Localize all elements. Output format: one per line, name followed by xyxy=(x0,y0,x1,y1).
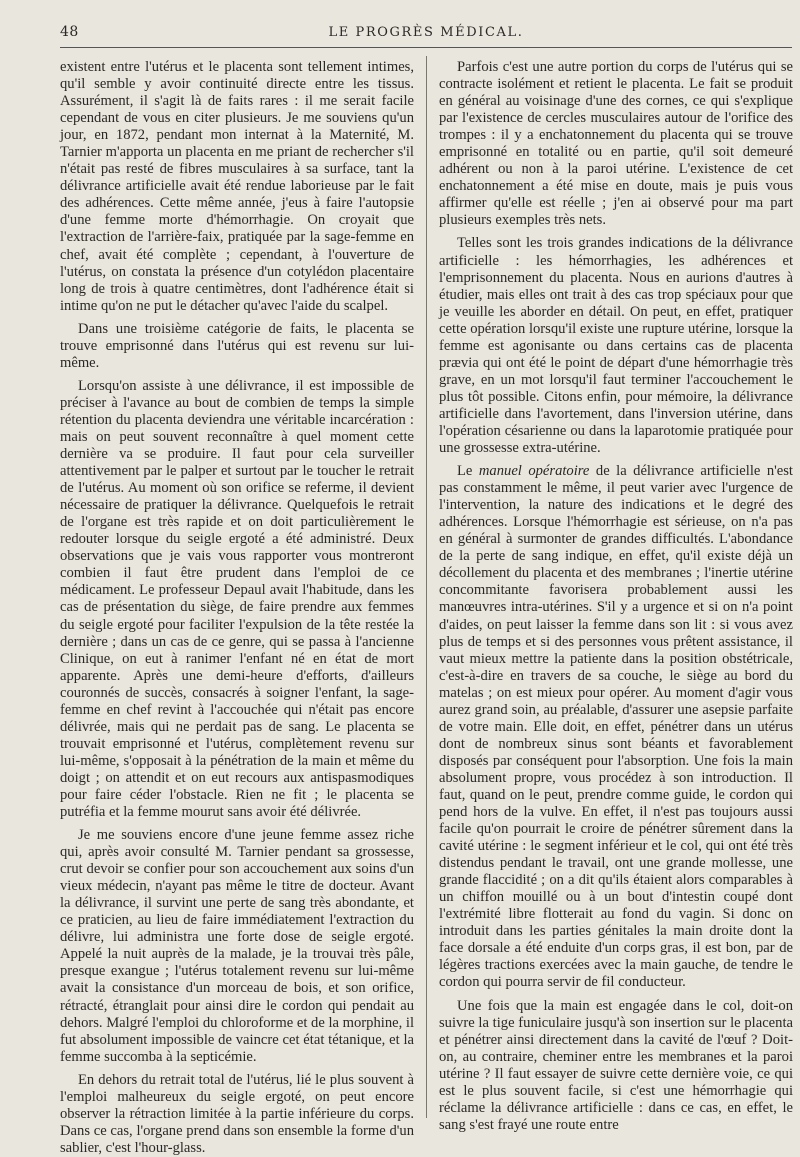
italic-term: manuel opératoire xyxy=(478,463,590,480)
paragraph: Une fois que la main est engagée dans le col, doit-on suivre la tige funiculaire jusqu'à son insertion sur le placenta et pénétrer ainsi directement dans la cavité de l'œuf ? Doit-on, au contraire, cheminer entre les membranes et la paroi utérine ? Il faut essayer de suivre cette dernière voie, ce qui est le plus souvent facile, si c'est une hémorrhagie qui réclame la délivrance artificielle : dans ce cas, en effet, le sang s'est frayé une route entre xyxy=(439,997,793,1133)
paragraph xyxy=(439,463,793,991)
paragraph-rest: de la délivrance artificielle n'est pas constamment le même, il peut varier avec l'urgence de l'intervention, la nature des indications et le degré des adhérences. Lorsque l'hémorrhagie est sérieuse, on n'a pas en général à surmonter de grandes difficultés. L'abondance de la perte de sang indique, en effet, qu'il existe déjà un décollement du placenta et des membranes ; l'inertie utérine concommitante favorisera probablement aussi les manœuvres intra-utérines. S'il y a urgence et si on n'a point d'aides, on peut laisser la femme dans son lit : si vous avez plus de temps et si des personnes vous prêtent assistance, il vaut mieux mettre la patiente dans la position obstétricale, c'est-à-dire en travers de sa couche, le siège au bord du matelas ; on est mieux pour opérer. Au moment d'agir vous aurez grand soin, au préalable, d'assurer une asepsie parfaite de votre main. Elle doit, en effet, pénétrer dans un utérus dont de nombreux sinus sont béants et favorablement disposés par conséquent pour l'absorption. Une fois la main absolument propre, vous procédez à son introduction. Il faut, quand on le peut, prendre comme guide, le cordon qui pend hors de la vulve. En effet, il n'est pas toujours aussi facile qu'on pourrait le croire de pénétrer sûrement dans la cavité utérine : le segment inférieur et le col, qui ont été très distendus pendant le travail, ont une grande mollesse, une grande flaccidité ; on a dit qu'ils étaient alors comparables à un chiffon mouillé ou à un bout d'intestin coupé dont l'extrémité libre flotterait au fond du vagin. Si donc on introduit dans les parties génitales la main droite dont la face dorsale a été enduite d'un corps gras, il est bon, par de légères tractions exercées avec la main gauche, de tendre le cordon qui pourra servir de fil conducteur. xyxy=(439,463,793,991)
right-column xyxy=(439,59,793,1133)
paragraph: Parfois c'est une autre portion du corps de l'utérus qui se contracte isolément et retient le placenta. Le fait se produit en général au voisinage d'une des cornes, ce qui s'explique par l'existence de cercles musculaires autour de l'orifice des trompes : il y a enchatonnement du placenta qui se trouve emprisonné en totalité ou en partie, qu'il soit demeuré adhérent ou non à la paroi utérine. L'existence de cet enchatonnement a été mise en doute, mais je puis vous affirmer qu'elle est réelle ; j'en ai observé pour ma part plusieurs exemples très nets. xyxy=(439,59,793,229)
paragraph: Telles sont les trois grandes indications de la délivrance artificielle : les hémorrhagies, les adhérences et l'emprisonnement du placenta. Nous en aurions d'autres à étudier, mais elles ont trait à des cas trop spéciaux pour que je veuille les aborder en détail. On peut, en effet, pratiquer cette opération lorsqu'il existe une rupture utérine, lorsque la femme est agonisante ou dans certains cas de placenta prævia qui ont été le point de départ d'une hémorrhagie très grave, en un mot lorsqu'il faut terminer l'accouchement le plus tôt possible. Citons enfin, pour mémoire, la délivrance artificielle dans l'avortement, dans l'inversion utérine, dans l'opération césarienne ou dans la laparotomie pratiquée pour une grossesse extra-utérine. xyxy=(439,235,793,457)
page-number: 48 xyxy=(60,24,79,40)
header-rule xyxy=(60,47,792,48)
column-divider xyxy=(426,56,427,1118)
paragraph: Je me souviens encore d'une jeune femme assez riche qui, après avoir consulté M. Tarnier pendant sa grossesse, crut devoir se confier pour son accouchement aux soins d'un vieux médecin, n'ayant pas même le titre de docteur. Avant la délivrance, il survint une perte de sang très abondante, et ce praticien, au lieu de faire immédiatement l'extraction du délivre, lui administra une forte dose de seigle ergoté. Appelé la nuit auprès de la malade, je la trouvai très pâle, presque exangue ; l'utérus totalement revenu sur lui-même avait la consistance d'un morceau de bois, et son orifice, rétracté, étranglait pour ainsi dire le cordon qui pendait au dehors. Malgré l'emploi du chloroforme et de la morphine, il fut absolument impossible de vaincre cet état tétanique, et la femme succomba à la septicémie. xyxy=(60,827,414,1065)
paragraph: En dehors du retrait total de l'utérus, lié le plus souvent à l'emploi malheureux du seigle ergoté, on peut encore observer la rétraction limitée à la partie inférieure du corps. Dans ce cas, l'organe prend dans son ensemble la forme d'un sablier, c'est l'hour-glass. xyxy=(60,1071,414,1156)
left-column xyxy=(60,59,414,1156)
running-title: LE PROGRÈS MÉDICAL. xyxy=(328,25,524,40)
page-header xyxy=(60,22,792,48)
paragraph: Dans une troisième catégorie de faits, le placenta se trouve emprisonné dans l'utérus qui est revenu sur lui-même. xyxy=(60,320,414,371)
paragraph: Lorsqu'on assiste à une délivrance, il est impossible de préciser à l'avance au bout de combien de temps la simple rétention du placenta deviendra une véritable incarcération : mais on peut souvent reconnaître à quel moment cette dernière va se produire. Il faut pour cela surveiller attentivement par le palper et surtout par le toucher le retrait de l'utérus. Au moment où son orifice se referme, il devient nécessaire de pratiquer la délivrance. Quelquefois le retrait de l'organe est très rapide et on doit particulièrement le redouter lorsque du seigle ergoté a été administré. Deux observations que je vais vous rapporter vous montreront combien il faut être prudent dans l'emploi de ce médicament. Le professeur Depaul avait l'habitude, dans les cas de présentation du siège, de faire prendre aux femmes du seigle ergoté pour faciliter l'expulsion de la tête restée la dernière ; dans un cas de ce genre, qui se passa à l'ancienne Clinique, on eut à ranimer l'enfant né en état de mort apparente. Après une demi-heure d'efforts, d'ailleurs couronnés de succès, consacrés à soigner l'enfant, la sage-femme en chef revint à l'accouchée qui n'était pas encore délivrée, mais qui ne perdait pas de sang. Le placenta se trouvait emprisonné et l'utérus, complètement revenu sur lui-même, s'opposait à la pénétration de la main et même du doigt ; on attendit et on eut recours aux antispasmodiques pour faire céder l'obstacle. Rien ne fit ; le placenta se putréfia et la femme mourut sans avoir été délivrée. xyxy=(60,377,414,821)
paragraph: existent entre l'utérus et le placenta sont tellement intimes, qu'il semble y avoir continuité directe entre les tissus. Assurément, il s'agit là de faits rares : il me serait facile cependant de vous en citer plusieurs. Je me souviens qu'un jour, en 1872, pendant mon internat à la Maternité, M. Tarnier m'apporta un placenta en me priant de rechercher s'il n'était pas resté de fibres musculaires à sa surface, tant la délivrance artificielle avait été rendue laborieuse par le fait des adhérences. Cette même année, j'eus à faire l'autopsie d'une femme morte d'hémorrhagie. On croyait que l'extraction de l'arrière-faix, pratiquée par la sage-femme en chef, avait été complète ; cependant, à l'ouverture de l'utérus, on constata la présence d'un cotylédon placentaire long de trois à quatre centimètres, dont l'adhérence était si intime qu'on ne put le détacher qu'avec l'aide du scalpel. xyxy=(60,59,414,314)
paragraph-lead: Le xyxy=(457,463,473,480)
